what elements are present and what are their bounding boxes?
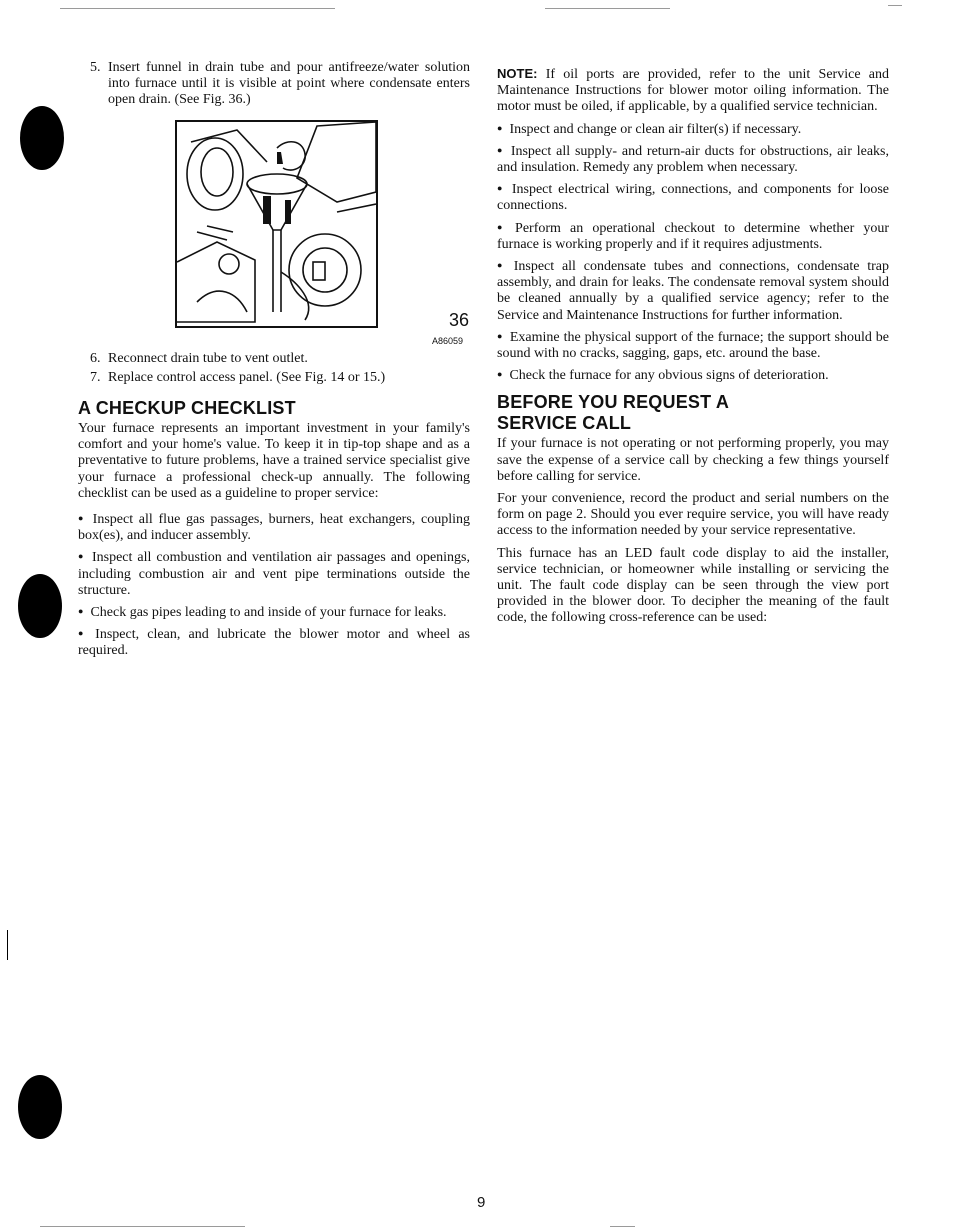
left-column-top: [90, 60, 470, 112]
checklist-item: ● Inspect all condensate tubes and connections, condensate trap assembly, and drain for leaks. The condensate removal system should be cleaned annually by a qualified service agency; refer to the Service and Maintenance Instructions for further information.: [497, 259, 889, 324]
checkup-section: [78, 392, 470, 666]
margin-mark: [7, 930, 8, 960]
checklist-item: ● Check the furnace for any obvious signs of deterioration.: [497, 368, 889, 384]
step-number: 6.: [90, 351, 101, 366]
step-number: 7.: [90, 370, 101, 386]
checklist-item: ● Inspect all supply- and return-air ducts for obstructions, air leaks, and insulation. Remedy any problem when necessary.: [497, 144, 889, 176]
checklist-item: ● Check gas pipes leading to and inside of your furnace for leaks.: [78, 605, 470, 621]
page-number: 9: [477, 1194, 486, 1211]
figure-code: A86059: [432, 336, 464, 346]
top-rule: [60, 8, 335, 9]
checklist-item: ● Examine the physical support of the furnace; the support should be sound with no cracks, sagging, gaps, etc. around the base.: [497, 330, 889, 362]
step-text: Reconnect drain tube to vent outlet.: [108, 351, 308, 366]
right-column: [497, 66, 889, 633]
step-text: Insert funnel in drain tube and pour antifreeze/water solution into furnace until it is visible at point where condensate enters open drain. (See Fig. 36.): [108, 60, 470, 108]
service-paragraph: This furnace has an LED fault code display to aid the installer, service technician, or homeowner while installing or servicing the unit. The fault code display can be seen through the view port provided in the blower door. To decipher the meaning of the fault code, the following cross-reference can be used:: [497, 545, 889, 626]
step-6: [90, 351, 470, 367]
bottom-rule: [40, 1226, 245, 1227]
top-rule: [888, 5, 902, 6]
service-paragraph: If your furnace is not operating or not performing properly, you may save the expense of a service call by checking a few things yourself before calling for service.: [497, 436, 889, 484]
top-rule: [545, 8, 670, 9]
service-call-heading-line1: BEFORE YOU REQUEST A: [497, 392, 730, 413]
checklist-item: ● Inspect all flue gas passages, burners, heat exchangers, coupling box(es), and inducer assembly.: [78, 512, 470, 544]
step-7: [90, 370, 470, 386]
funnel-drain-drawing: [177, 122, 376, 326]
step-number: 5.: [90, 60, 101, 75]
note-text: If oil ports are provided, refer to the unit Service and Maintenance Instructions for blower motor oiling information. The motor must be oiled, if applicable, by a qualified service technician.: [497, 67, 889, 115]
service-call-heading-line2: SERVICE CALL: [497, 413, 632, 434]
service-paragraph: For your convenience, record the product and serial numbers on the form on page 2. Should you ever require service, you will have ready access to the information needed by your service representative.: [497, 491, 889, 539]
punch-hole: [18, 1075, 62, 1139]
step-text: Replace control access panel. (See Fig. 14 or 15.): [108, 370, 386, 386]
step-5: [90, 60, 470, 109]
checklist-item: ● Inspect, clean, and lubricate the blower motor and wheel as required.: [78, 627, 470, 659]
checkup-heading: A CHECKUP CHECKLIST: [78, 398, 296, 418]
service-call-heading: [497, 392, 889, 434]
note-label: NOTE:: [497, 66, 538, 81]
checklist-item: ● Perform an operational checkout to determine whether your furnace is working properly and if it requires adjustments.: [497, 221, 889, 253]
punch-hole: [18, 574, 62, 638]
checklist-item: ● Inspect and change or clean air filter(s) if necessary.: [497, 122, 889, 138]
punch-hole: [20, 106, 64, 170]
checklist-item: ● Inspect electrical wiring, connections, and components for loose connections.: [497, 182, 889, 214]
bottom-rule: [610, 1226, 635, 1227]
checklist-item: ● Inspect all combustion and ventilation air passages and openings, including combustion air and vent pipe terminations outside the structure.: [78, 550, 470, 599]
figure-funnel-illustration: [175, 120, 378, 328]
figure-number: 36: [449, 310, 470, 330]
left-column-body: [90, 351, 470, 389]
note-paragraph: [497, 66, 889, 116]
checkup-intro: Your furnace represents an important investment in your family's comfort and your home's value. To keep it in tip-top shape and as a preventative to future problems, have a trained service specialist give your furnace a professional check-up annually. The following checklist can be used as a guideline to proper service:: [78, 421, 470, 501]
